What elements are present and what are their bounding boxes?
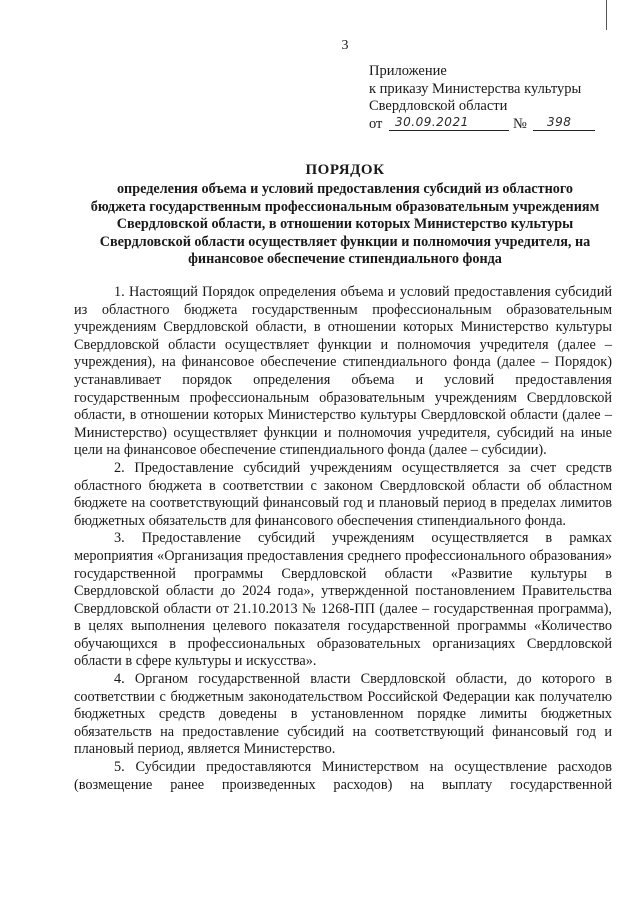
paragraph-4: 4. Органом государственной власти Свердловской области, до которого в соответствии с бюджетным законодательством Российской Федерации как получателю бюджетных средств доведены в установленном порядке лимиты бюджетных обязательств на предоставление субсидий на соответствующий финансовый год и плановый период, является Министерство. (74, 671, 612, 758)
appendix-line-3: Свердловской области (369, 98, 508, 114)
date-handwritten: 30.09.2021 (395, 114, 469, 129)
document-body (74, 284, 612, 794)
scan-edge-mark (606, 0, 607, 30)
paragraph-3: 3. Предоставление субсидий учреждениям осуществляется в рамках мероприятия «Организация предоставления среднего профессионального образования» государственной программы Свердловской области «Развитие культуры в Свердловской области до 2024 года», утвержденной постановлением Правительства Свердловской области от 21.10.2013 № 1268-ПП (далее – государственная программа), в целях выполнения целевого показателя государственной программы «Количество обучающихся в профессиональных образовательных организациях Свердловской области в сфере культуры и искусства». (74, 530, 612, 670)
appendix-line-1: Приложение (369, 63, 447, 79)
appendix-date-row (369, 116, 609, 136)
number-handwritten: 398 (547, 114, 572, 129)
number-sign: № (513, 115, 527, 132)
appendix-line-2: к приказу Министерства культуры (369, 80, 582, 97)
paragraph-2: 2. Предоставление субсидий учреждениям осуществляется за счет средств областного бюджета в соответствии с законом Свердловской области об областном бюджете на соответствующий финансовый год и плановый период в пределах лимитов бюджетных обязательств для финансового обеспечения стипендиального фонда. (74, 459, 612, 529)
date-prefix: от (369, 115, 383, 132)
document-subtitle: определения объема и условий предоставления субсидий из областного бюджета государственным профессиональным образовательным учреждениям Свердловской области, в отношении которых Министерство культуры Свердловской области осуществляет функции и полномочия учредителя, на финансовое обеспечение стипендиального фонда (90, 181, 600, 267)
appendix-block (369, 63, 609, 136)
paragraph-5: 5. Субсидии предоставляются Министерством на осуществление расходов (возмещение ранее произведенных расходов) на выплату государственной (74, 759, 612, 793)
paragraph-1: 1. Настоящий Порядок определения объема и условий предоставления субсидий из областного бюджета государственным профессиональным образовательным учреждениям Свердловской области, в отношении которых Министерство культуры Свердловской области осуществляет функции и полномочия учредителя (далее – учреждения), на финансовое обеспечение стипендиального фонда (далее – Порядок) устанавливает порядок определения объема и условий предоставления государственным профессиональным образовательным учреждениям Свердловской области, в отношении которых Министерство культуры Свердловской области (далее – Министерство) осуществляет функции и полномочия учредителя, субсидий на иные цели на финансовое обеспечение стипендиального фонда (далее – субсидии). (74, 284, 612, 459)
document-title: ПОРЯДОК (305, 162, 385, 178)
page-number: 3 (341, 38, 349, 53)
